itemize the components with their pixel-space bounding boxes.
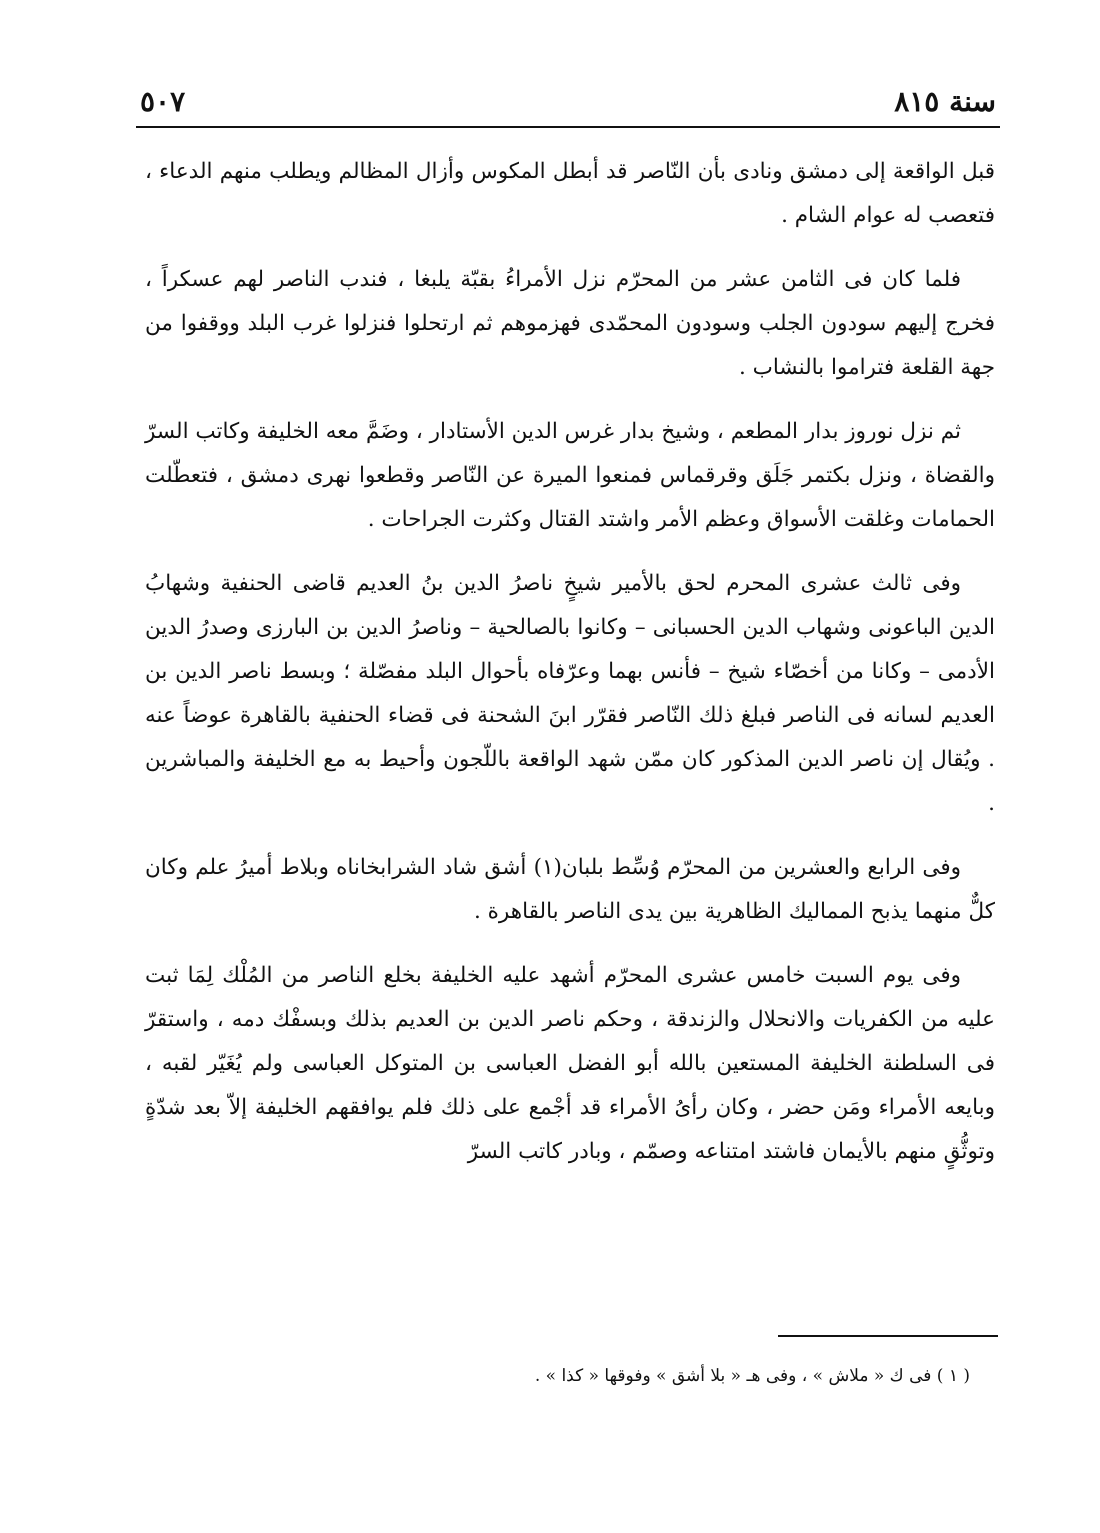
paragraph: فلما كان فى الثامن عشر من المحرّم نزل الأمراءُ بقبّة يلبغا ، فندب الناصر لهم عسكراً ، فخرج إليهم سودون الجلب وسودون المحمّدى فهزموهم ثم ارتحلوا فنزلوا غرب البلد ووقفوا من جهة القلعة فتراموا بالنشاب . — [145, 267, 995, 380]
paragraph: قبل الواقعة إلى دمشق ونادى بأن النّاصر قد أبطل المكوس وأزال المظالم ويطلب منهم الدعاء ، فتعصب له عوام الشام . — [145, 159, 995, 228]
footnote: ( ١ ) فى ك « ملاش » ، وفى هـ « بلا أشق » وفوقها « كذا » . — [534, 1366, 970, 1386]
paragraph: ثم نزل نوروز بدار المطعم ، وشيخ بدار غرس الدين الأستادار ، وضَمَّ معه الخليفة وكاتب السرّ والقضاة ، ونزل بكتمر جَلَق وقرقماس فمنعوا الميرة عن النّاصر وقطعوا نهرى دمشق ، فتعطّلت الحمامات وغلقت الأسواق وعظم الأمر واشتد القتال وكثرت الجراحات . — [145, 419, 995, 532]
body-text — [145, 150, 995, 1194]
paragraph: وفى الرابع والعشرين من المحرّم وُسِّط بلبان(١) أشق شاد الشرابخاناه وبلاط أميرُ علم وكان كلٌّ منهما يذبح المماليك الظاهرية بين يدى الناصر بالقاهرة . — [145, 855, 995, 924]
page-header — [140, 82, 996, 126]
paragraph: وفى ثالث عشرى المحرم لحق بالأمير شيخٍ ناصرُ الدين بنُ العديم قاضى الحنفية وشهابُ الدين الباعونى وشهاب الدين الحسبانى – وكانوا بالصالحية – وناصرُ الدين بن البارزى وصدرُ الدين الأدمى – وكانا من أخصّاء شيخ – فأنس بهما وعرّفاه بأحوال البلد مفصّلة ؛ وبسط ناصر الدين بن العديم لسانه فى الناصر فبلغ ذلك النّاصر فقرّر ابنَ الشحنة فى قضاء الحنفية بالقاهرة عوضاً عنه . ويُقال إن ناصر الدين المذكور كان ممّن شهد الواقعة باللّجون وأحيط به مع الخليفة والمباشرين . — [145, 571, 995, 816]
page-number: ٥٠٧ — [140, 85, 186, 118]
running-head-year: سنة ٨١٥ — [894, 85, 996, 118]
paragraph: وفى يوم السبت خامس عشرى المحرّم أشهد عليه الخليفة بخلع الناصر من المُلْك لِمَا ثبت عليه من الكفريات والانحلال والزندقة ، وحكم ناصر الدين بن العديم بذلك وبسفْك دمه ، واستقرّ فى السلطنة الخليفة المستعين بالله أبو الفضل العباسى بن المتوكل العباسى ولم يُغَيّر لقبه ، وبايعه الأمراء ومَن حضر ، وكان رأىُ الأمراء قد أجْمع على ذلك فلم يوافقهم الخليفة إلاّ بعد شدّةٍ وتوثُّقٍ منهم بالأيمان فاشتد امتناعه وصمّم ، وبادر كاتب السرّ — [145, 963, 996, 1164]
header-rule — [136, 126, 1000, 128]
footnote-rule — [778, 1335, 998, 1337]
